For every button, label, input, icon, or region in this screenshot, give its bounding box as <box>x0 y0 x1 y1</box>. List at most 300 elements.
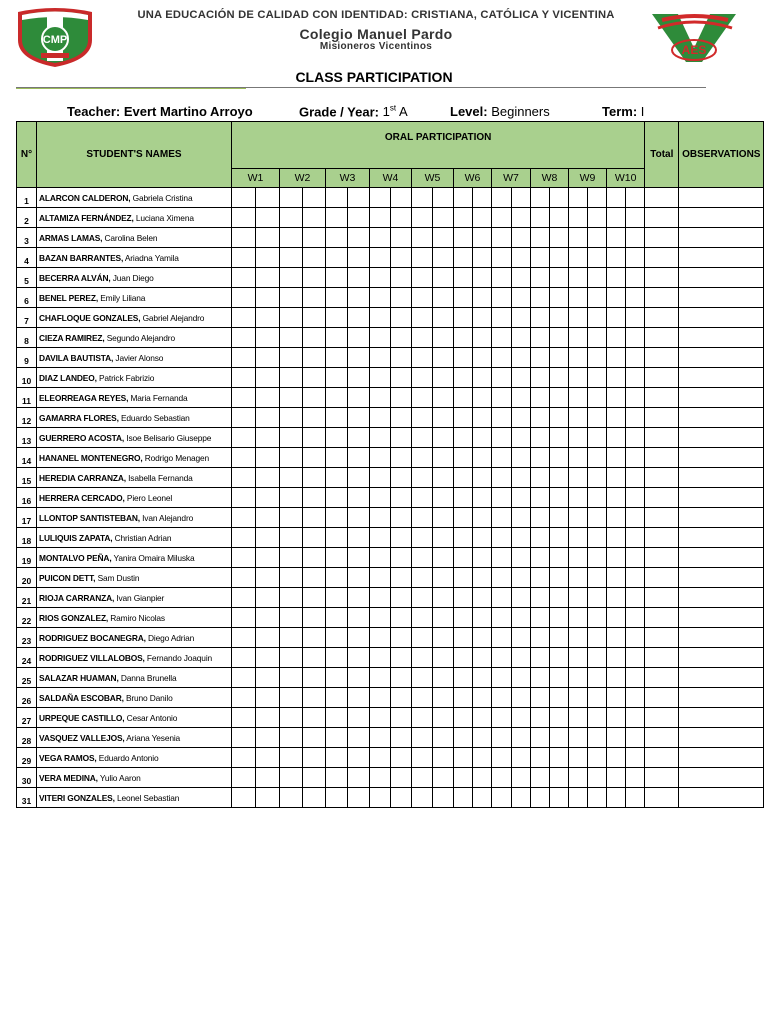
participation-cell <box>326 508 348 528</box>
left-logo-text: CMP <box>42 34 68 46</box>
student-last-name: ARMAS LAMAS, <box>39 232 103 243</box>
participation-cell <box>588 348 607 368</box>
observations-cell <box>679 788 764 808</box>
participation-cell <box>473 588 492 608</box>
participation-cell <box>512 288 531 308</box>
participation-cell <box>256 248 280 268</box>
header-divider-accent <box>16 88 246 89</box>
participation-cell <box>370 308 391 328</box>
participation-cell <box>232 328 256 348</box>
student-last-name: RIOS GONZALEZ, <box>39 612 109 623</box>
participation-cell <box>412 368 433 388</box>
student-last-name: SALAZAR HUAMAN, <box>39 672 119 683</box>
term-info <box>602 104 644 119</box>
participation-cell <box>348 428 370 448</box>
participation-cell <box>454 528 473 548</box>
participation-cell <box>256 588 280 608</box>
observations-cell <box>679 728 764 748</box>
table-row <box>17 728 764 748</box>
participation-cell <box>348 368 370 388</box>
participation-cell <box>626 648 645 668</box>
participation-cell <box>303 208 326 228</box>
participation-cell <box>412 608 433 628</box>
student-last-name: BECERRA ALVÁN, <box>39 272 111 283</box>
participation-cell <box>280 508 303 528</box>
participation-cell <box>370 388 391 408</box>
participation-cell <box>531 488 550 508</box>
participation-cell <box>588 228 607 248</box>
column-header-names: STUDENT'S NAMES <box>37 122 232 188</box>
participation-cell <box>370 748 391 768</box>
table-row <box>17 248 764 268</box>
observations-cell <box>679 648 764 668</box>
participation-cell <box>326 208 348 228</box>
week-header-8: W8 <box>531 169 569 188</box>
participation-cell <box>280 208 303 228</box>
participation-cell <box>569 588 588 608</box>
participation-cell <box>512 768 531 788</box>
participation-cell <box>348 568 370 588</box>
participation-cell <box>588 508 607 528</box>
participation-cell <box>492 708 512 728</box>
participation-cell <box>412 748 433 768</box>
participation-cell <box>454 648 473 668</box>
total-cell <box>645 288 679 308</box>
participation-cell <box>303 708 326 728</box>
student-number: 9 <box>17 348 37 368</box>
student-first-name: Yanira Omaira Miluska <box>113 552 195 563</box>
participation-cell <box>326 788 348 808</box>
participation-cell <box>588 528 607 548</box>
student-number: 24 <box>17 648 37 668</box>
participation-cell <box>588 288 607 308</box>
participation-cell <box>433 548 454 568</box>
student-last-name: GUERRERO ACOSTA, <box>39 432 125 443</box>
participation-cell <box>550 268 569 288</box>
participation-cell <box>303 508 326 528</box>
participation-cell <box>588 268 607 288</box>
table-row <box>17 268 764 288</box>
student-name <box>37 308 232 328</box>
participation-cell <box>454 428 473 448</box>
student-number: 31 <box>17 788 37 808</box>
student-number: 11 <box>17 388 37 408</box>
participation-cell <box>391 588 412 608</box>
participation-cell <box>433 408 454 428</box>
participation-cell <box>280 428 303 448</box>
participation-cell <box>348 228 370 248</box>
participation-cell <box>473 508 492 528</box>
participation-cell <box>433 708 454 728</box>
student-first-name: Ariana Yesenia <box>126 732 181 743</box>
observations-cell <box>679 688 764 708</box>
participation-cell <box>303 288 326 308</box>
student-last-name: BAZAN BARRANTES, <box>39 252 124 263</box>
student-name <box>37 768 232 788</box>
participation-cell <box>326 368 348 388</box>
observations-cell <box>679 208 764 228</box>
participation-cell <box>473 788 492 808</box>
participation-cell <box>512 608 531 628</box>
student-last-name: HEREDIA CARRANZA, <box>39 472 126 483</box>
week-header-6: W6 <box>454 169 492 188</box>
participation-cell <box>588 568 607 588</box>
student-number: 25 <box>17 668 37 688</box>
participation-cell <box>626 568 645 588</box>
student-first-name: Maria Fernanda <box>130 392 188 403</box>
participation-cell <box>391 508 412 528</box>
table-row <box>17 568 764 588</box>
participation-cell <box>326 568 348 588</box>
participation-cell <box>232 608 256 628</box>
participation-cell <box>626 348 645 368</box>
student-name <box>37 348 232 368</box>
student-last-name: LULIQUIS ZAPATA, <box>39 532 113 543</box>
participation-cell <box>280 328 303 348</box>
participation-cell <box>391 608 412 628</box>
participation-cell <box>303 188 326 208</box>
participation-cell <box>492 628 512 648</box>
participation-cell <box>512 428 531 448</box>
participation-cell <box>492 248 512 268</box>
student-first-name: Ramiro Nicolas <box>110 612 165 623</box>
participation-cell <box>303 448 326 468</box>
participation-cell <box>391 328 412 348</box>
participation-cell <box>256 368 280 388</box>
participation-cell <box>370 628 391 648</box>
participation-cell <box>531 568 550 588</box>
participation-cell <box>607 568 626 588</box>
participation-cell <box>412 568 433 588</box>
participation-cell <box>348 768 370 788</box>
participation-cell <box>433 468 454 488</box>
participation-cell <box>492 448 512 468</box>
student-first-name: Bruno Danilo <box>125 692 173 703</box>
participation-cell <box>607 748 626 768</box>
student-number: 13 <box>17 428 37 448</box>
observations-cell <box>679 768 764 788</box>
participation-cell <box>280 688 303 708</box>
participation-cell <box>232 508 256 528</box>
table-row <box>17 668 764 688</box>
participation-cell <box>607 228 626 248</box>
participation-cell <box>326 468 348 488</box>
participation-cell <box>550 288 569 308</box>
student-name <box>37 508 232 528</box>
participation-cell <box>232 568 256 588</box>
participation-cell <box>588 548 607 568</box>
total-cell <box>645 508 679 528</box>
participation-cell <box>370 488 391 508</box>
participation-cell <box>256 348 280 368</box>
student-last-name: VITERI GONZALES, <box>39 792 115 803</box>
participation-cell <box>569 728 588 748</box>
participation-cell <box>550 628 569 648</box>
participation-cell <box>607 708 626 728</box>
participation-cell <box>433 788 454 808</box>
student-name <box>37 608 232 628</box>
week-header-4: W4 <box>370 169 412 188</box>
table-row <box>17 648 764 668</box>
observations-cell <box>679 388 764 408</box>
participation-cell <box>473 328 492 348</box>
table-row <box>17 608 764 628</box>
participation-cell <box>512 748 531 768</box>
participation-cell <box>303 308 326 328</box>
participation-cell <box>473 428 492 448</box>
participation-cell <box>588 768 607 788</box>
participation-cell <box>473 628 492 648</box>
participation-cell <box>280 388 303 408</box>
total-cell <box>645 228 679 248</box>
participation-cell <box>569 468 588 488</box>
week-header-9: W9 <box>569 169 607 188</box>
student-first-name: Gabriel Alejandro <box>142 312 205 323</box>
participation-cell <box>588 308 607 328</box>
participation-cell <box>531 448 550 468</box>
observations-cell <box>679 668 764 688</box>
participation-cell <box>626 768 645 788</box>
participation-cell <box>531 648 550 668</box>
observations-cell <box>679 748 764 768</box>
participation-cell <box>433 668 454 688</box>
teacher-label: Teacher: <box>67 104 121 119</box>
total-cell <box>645 488 679 508</box>
participation-cell <box>588 488 607 508</box>
total-cell <box>645 208 679 228</box>
participation-cell <box>512 228 531 248</box>
participation-cell <box>569 368 588 388</box>
total-cell <box>645 448 679 468</box>
table-row <box>17 308 764 328</box>
participation-cell <box>348 448 370 468</box>
participation-cell <box>303 788 326 808</box>
participation-cell <box>626 708 645 728</box>
student-first-name: Eduardo Sebastian <box>120 412 190 423</box>
participation-cell <box>256 268 280 288</box>
participation-cell <box>626 408 645 428</box>
student-name <box>37 428 232 448</box>
participation-cell <box>607 668 626 688</box>
school-shield-logo <box>14 6 96 68</box>
student-name <box>37 188 232 208</box>
participation-cell <box>370 448 391 468</box>
participation-cell <box>607 348 626 368</box>
participation-cell <box>626 588 645 608</box>
participation-cell <box>232 408 256 428</box>
participation-cell <box>531 288 550 308</box>
level-label: Level: <box>450 104 488 119</box>
participation-cell <box>433 688 454 708</box>
student-last-name: LLONTOP SANTISTEBAN, <box>39 512 140 523</box>
student-name <box>37 748 232 768</box>
participation-cell <box>512 688 531 708</box>
table-row <box>17 528 764 548</box>
student-first-name: Ivan Gianpier <box>116 592 165 603</box>
participation-cell <box>531 748 550 768</box>
participation-cell <box>473 288 492 308</box>
participation-cell <box>256 528 280 548</box>
student-last-name: BENEL PEREZ, <box>39 292 99 303</box>
participation-cell <box>232 668 256 688</box>
column-header-total: Total <box>645 122 679 188</box>
participation-cell <box>607 548 626 568</box>
participation-cell <box>531 408 550 428</box>
student-number: 15 <box>17 468 37 488</box>
participation-cell <box>280 348 303 368</box>
participation-cell <box>370 668 391 688</box>
participation-cell <box>433 488 454 508</box>
participation-cell <box>433 748 454 768</box>
total-cell <box>645 608 679 628</box>
table-row <box>17 208 764 228</box>
observations-cell <box>679 608 764 628</box>
participation-cell <box>256 608 280 628</box>
student-first-name: Cesar Antonio <box>126 712 178 723</box>
participation-cell <box>412 648 433 668</box>
participation-cell <box>391 448 412 468</box>
student-last-name: RODRIGUEZ VILLALOBOS, <box>39 652 145 663</box>
participation-cell <box>531 728 550 748</box>
participation-cell <box>569 508 588 528</box>
total-cell <box>645 568 679 588</box>
participation-cell <box>569 548 588 568</box>
participation-cell <box>370 768 391 788</box>
student-first-name: Emily Liliana <box>100 292 146 303</box>
participation-cell <box>370 408 391 428</box>
participation-cell <box>607 608 626 628</box>
participation-cell <box>531 788 550 808</box>
participation-cell <box>303 548 326 568</box>
student-name <box>37 668 232 688</box>
participation-cell <box>280 468 303 488</box>
participation-cell <box>569 568 588 588</box>
teacher-info <box>67 104 253 119</box>
participation-cell <box>626 208 645 228</box>
participation-cell <box>492 368 512 388</box>
participation-cell <box>370 588 391 608</box>
participation-cell <box>370 188 391 208</box>
participation-cell <box>492 688 512 708</box>
participation-cell <box>473 528 492 548</box>
participation-cell <box>588 748 607 768</box>
participation-cell <box>232 428 256 448</box>
participation-cell <box>454 788 473 808</box>
participation-cell <box>512 208 531 228</box>
participation-cell <box>232 288 256 308</box>
student-first-name: Fernando Joaquin <box>146 652 213 663</box>
participation-cell <box>531 188 550 208</box>
participation-cell <box>607 528 626 548</box>
student-number: 26 <box>17 688 37 708</box>
participation-cell <box>433 588 454 608</box>
participation-cell <box>256 328 280 348</box>
total-cell <box>645 648 679 668</box>
student-number: 17 <box>17 508 37 528</box>
participation-cell <box>348 688 370 708</box>
participation-cell <box>550 688 569 708</box>
participation-cell <box>473 468 492 488</box>
participation-cell <box>454 768 473 788</box>
participation-cell <box>454 508 473 528</box>
participation-cell <box>348 508 370 528</box>
student-number: 14 <box>17 448 37 468</box>
participation-cell <box>326 348 348 368</box>
participation-cell <box>280 568 303 588</box>
participation-cell <box>303 348 326 368</box>
observations-cell <box>679 248 764 268</box>
participation-cell <box>531 428 550 448</box>
participation-cell <box>492 728 512 748</box>
student-name <box>37 548 232 568</box>
observations-cell <box>679 288 764 308</box>
participation-cell <box>588 388 607 408</box>
participation-cell <box>588 588 607 608</box>
participation-cell <box>280 608 303 628</box>
participation-cell <box>492 408 512 428</box>
participation-cell <box>473 448 492 468</box>
participation-cell <box>607 408 626 428</box>
participation-cell <box>531 208 550 228</box>
participation-cell <box>512 668 531 688</box>
participation-cell <box>412 588 433 608</box>
participation-cell <box>348 388 370 408</box>
participation-cell <box>303 388 326 408</box>
student-number: 7 <box>17 308 37 328</box>
observations-cell <box>679 588 764 608</box>
participation-cell <box>473 708 492 728</box>
participation-cell <box>348 708 370 728</box>
participation-cell <box>391 408 412 428</box>
participation-cell <box>454 388 473 408</box>
table-row <box>17 768 764 788</box>
table-row <box>17 468 764 488</box>
participation-cell <box>232 308 256 328</box>
participation-cell <box>280 248 303 268</box>
participation-cell <box>588 608 607 628</box>
table-row <box>17 428 764 448</box>
column-header-number: N° <box>17 122 37 188</box>
participation-cell <box>232 268 256 288</box>
participation-cell <box>370 508 391 528</box>
table-row <box>17 748 764 768</box>
participation-cell <box>232 768 256 788</box>
participation-cell <box>626 688 645 708</box>
participation-cell <box>626 608 645 628</box>
participation-cell <box>280 548 303 568</box>
participation-cell <box>303 468 326 488</box>
participation-cell <box>412 688 433 708</box>
participation-cell <box>303 408 326 428</box>
student-last-name: DAVILA BAUTISTA, <box>39 352 114 363</box>
table-row <box>17 328 764 348</box>
participation-cell <box>303 688 326 708</box>
grade-suffix: st <box>389 104 397 113</box>
participation-cell <box>280 368 303 388</box>
right-logo-text: AES <box>681 43 707 57</box>
table-row <box>17 228 764 248</box>
participation-cell <box>550 308 569 328</box>
participation-cell <box>626 548 645 568</box>
participation-cell <box>280 728 303 748</box>
participation-cell <box>326 708 348 728</box>
student-first-name: Piero Leonel <box>126 492 173 503</box>
table-row <box>17 408 764 428</box>
participation-cell <box>326 608 348 628</box>
student-number: 3 <box>17 228 37 248</box>
participation-cell <box>370 288 391 308</box>
participation-cell <box>550 588 569 608</box>
